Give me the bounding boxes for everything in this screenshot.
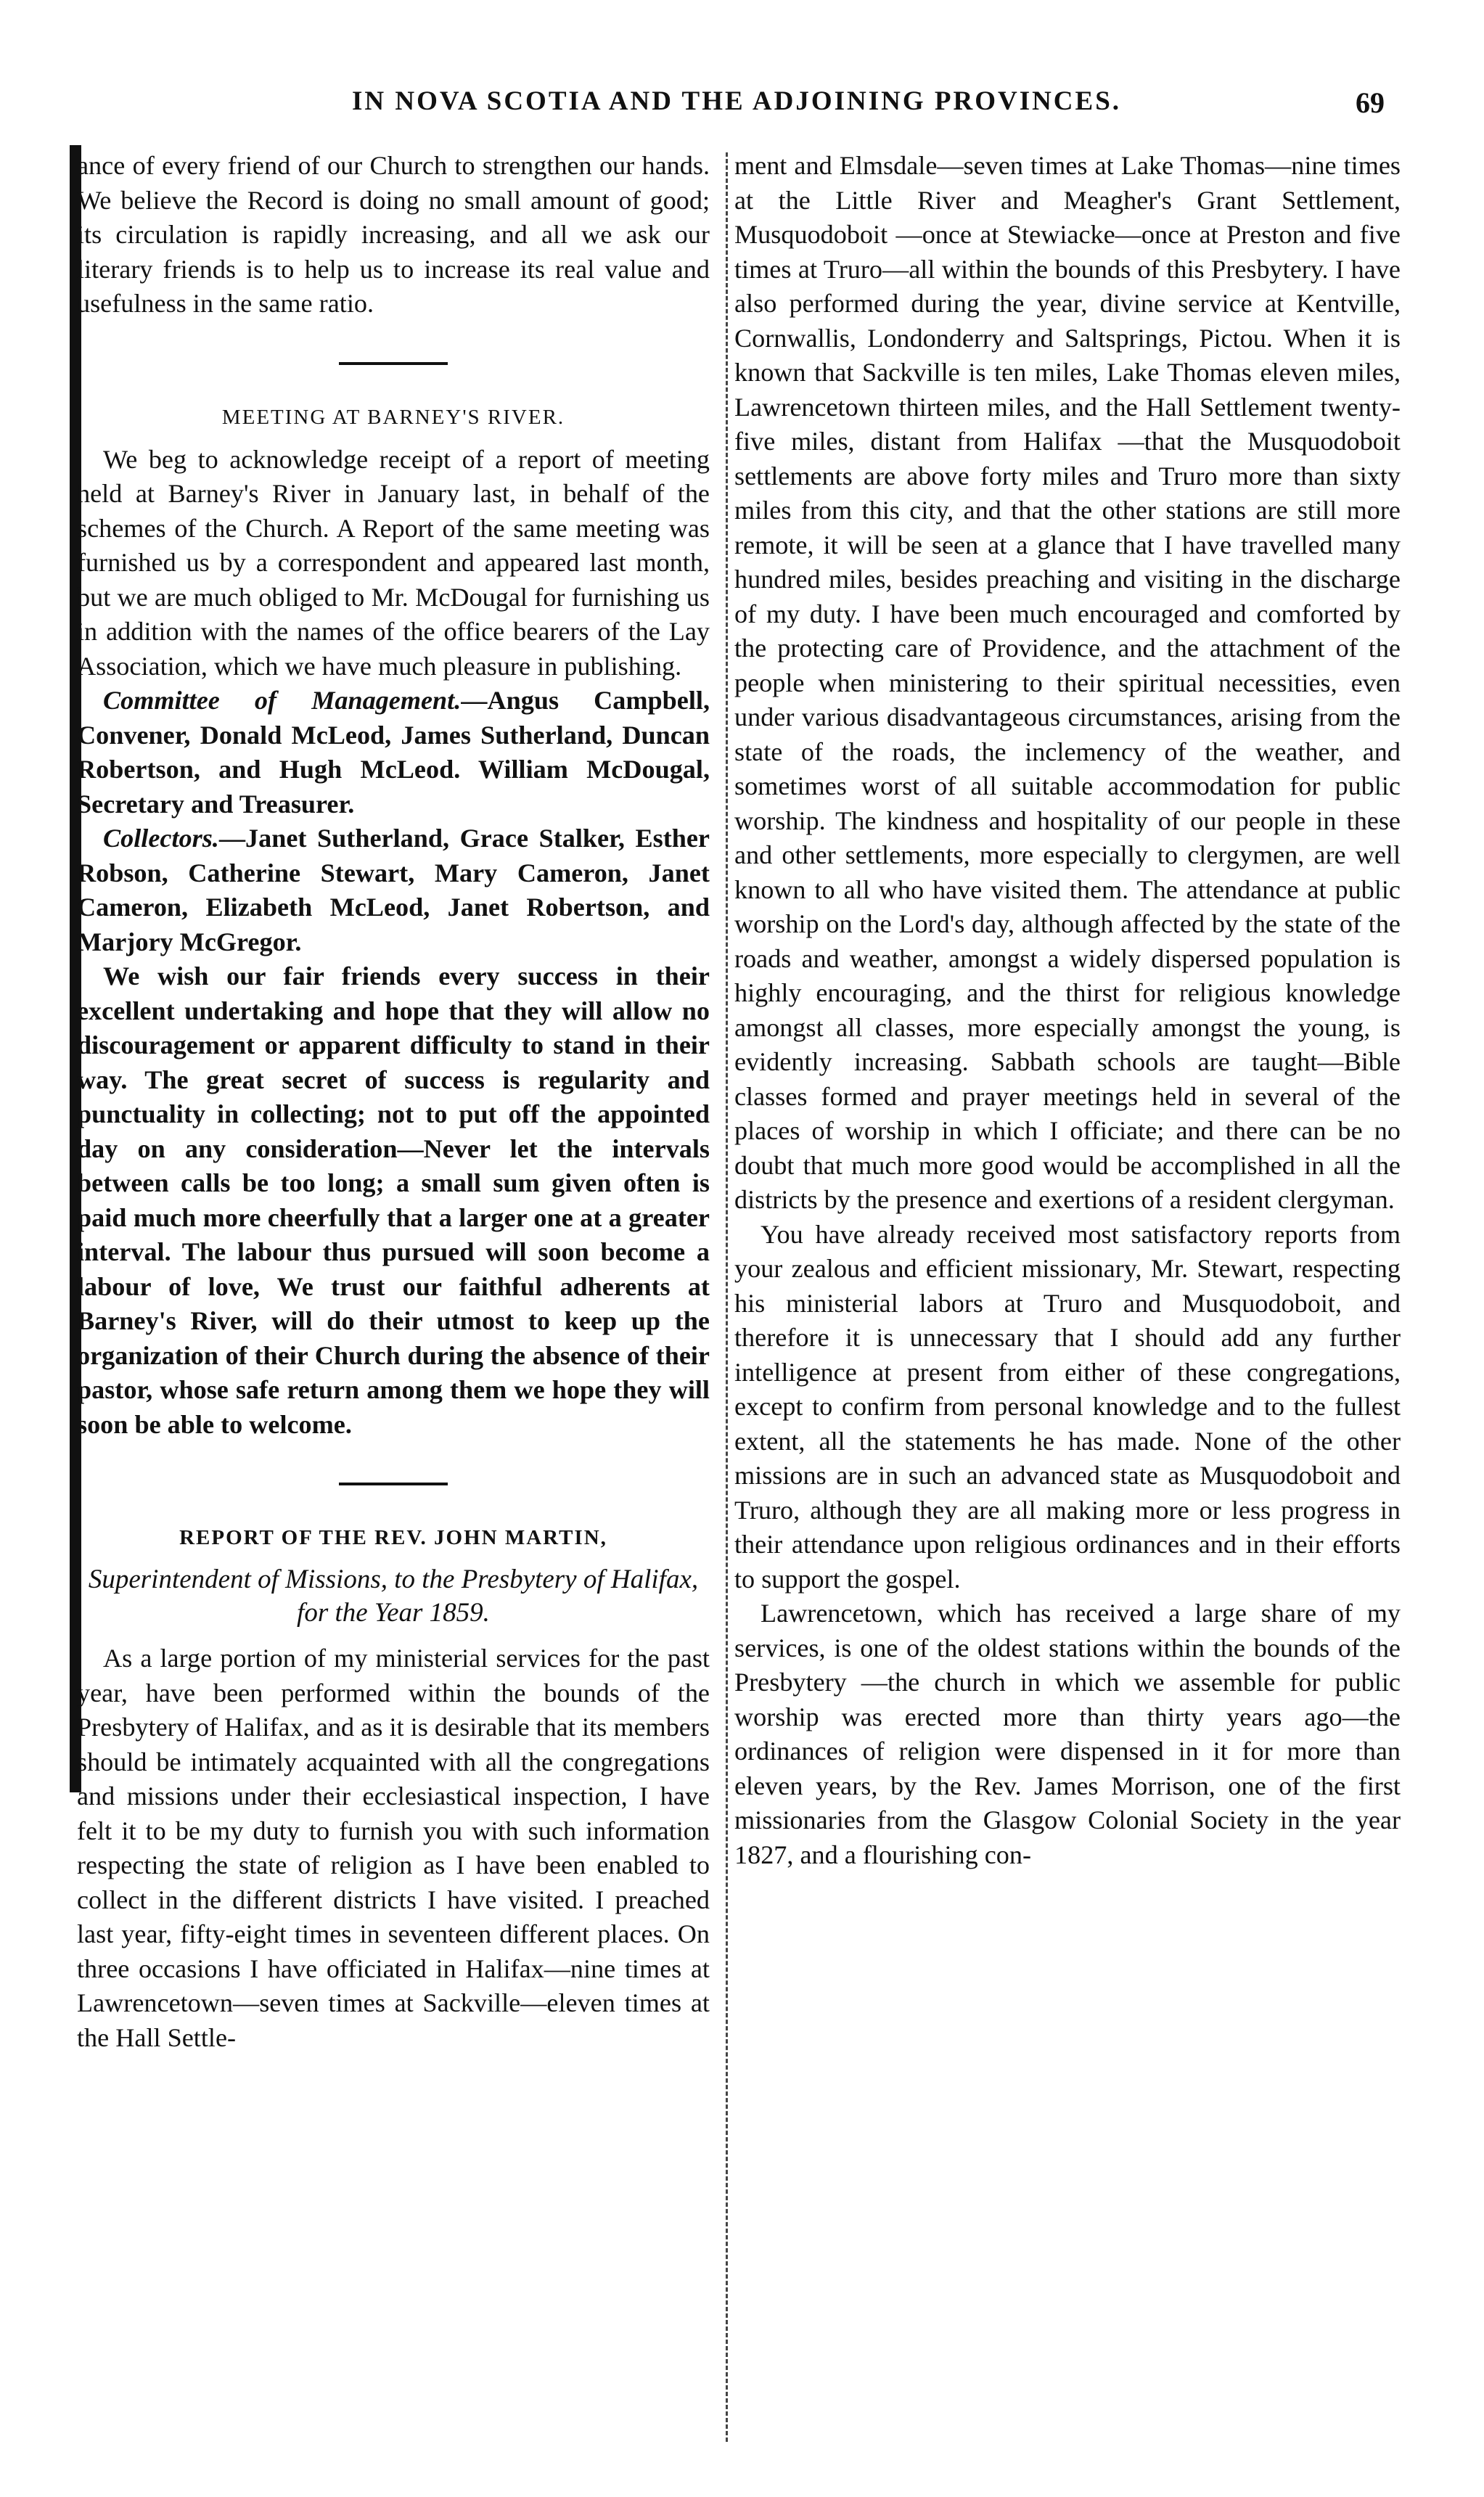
lawrencetown-paragraph: Lawrencetown, which has received a large share of my services, is one of the oldest stations within the bounds of the Presbytery —the church in which we assemble for public worship was erected more than thirty years ago—the ordinances of religion were dispensed in it for more than eleven years, by the Rev. James Morrison, one of the first missionaries from the Glasgow Colonial Society in the year 1827, and a flourishing con- [734,1599,1401,1869]
report-paragraph: As a large portion of my ministerial services for the past year, have been performed within the bounds of the Presbytery of Halifax, and as it is desirable that its members should be intimately acquainted with all the congregations and missions under their ecclesiastical inspection, I have felt it to be my duty to furnish you with such information respecting the state of religion as I have been enabled to collect in the different districts I have visited. I preached last year, fifty-eight times in seventeen different places. On three occasions I have officiated in Halifax—nine times at Lawrencetown—seven times at Sackville—eleven times at the Hall Settle- [77,1644,710,2052]
page-number: 69 [1356,86,1385,119]
column-divider [726,152,728,2442]
right-column [734,149,1401,1872]
committee-paragraph [77,684,710,821]
running-title: IN NOVA SCOTIA AND THE ADJOINING PROVINCES. [352,86,1122,116]
report-heading: REPORT OF THE REV. JOHN MARTIN, [179,1526,607,1549]
section-rule [339,1483,448,1485]
left-column [77,149,710,2055]
section-rule [339,362,448,365]
barneys-river-paragraph: We beg to acknowledge receipt of a report of meeting held at Barney's River in January last, in behalf of the schemes of the Church. A Report of the same meeting was furnished us by a correspondent and appeared last month, but we are much obliged to Mr. McDougal for furnishing us in addition with the names of the office bearers of the Lay Association, which we have much pleasure in publishing. [77,444,710,681]
barneys-river-heading: MEETING AT BARNEY'S RIVER. [221,405,565,429]
stewart-paragraph: You have already received most satisfactory reports from your zealous and efficient missionary, Mr. Stewart, respecting his ministerial labors at Truro and Musquodoboit, and therefore it is unnecessary that I should add any further intelligence at present from either of these congregations, except to confirm from personal knowledge and to the fullest extent, all the statements he has made. None of the other missions are in such an advanced state as Musquodoboit and Truro, although they are all making more or less progress in their attendance upon religious ordinances and in their efforts to support the gospel. [734,1219,1401,1594]
report-subtitle: Superintendent of Missions, to the Presbytery of Halifax, for the Year 1859. [88,1565,699,1628]
running-head [0,86,1484,129]
collectors-label: Collectors. [103,824,219,853]
collectors-members: —Janet Sutherland, Grace Stalker, Esther Robson, Catherine Stewart, Mary Cameron, Janet Cameron, Elizabeth McLeod, Janet Robertson, and Marjory McGregor. [77,824,710,956]
committee-members: —Angus Campbell, Convener, Donald McLeod, James Sutherland, Duncan Robertson, and Hugh McLeod. William McDougal, Secretary and Treasurer. [77,686,710,819]
opening-paragraph: ance of every friend of our Church to strengthen our hands. We believe the Record is doing no small amount of good; its circulation is rapidly increasing, and all we ask our literary friends is to help us to increase its real value and usefulness in the same ratio. [77,151,710,318]
collectors-paragraph [77,821,710,959]
wish-paragraph: We wish our fair friends every success in their excellent undertaking and hope that they will allow no discouragement or apparent difficulty to stand in their way. The great secret of success is regularity and punctuality in collecting; not to put off the appointed day on any consideration—Never let the intervals between calls be too long; a small sum given often is paid much more cheerfully that a larger one at a greater interval. The labour thus pursued will soon become a labour of love, We trust our faithful adherents at Barney's River, will do their utmost to keep up the organization of their Church during the absence of their pastor, whose safe return among them we hope they will soon be able to welcome. [77,962,710,1439]
committee-label: Committee of Management. [103,686,462,715]
report-continuation-paragraph: ment and Elmsdale—seven times at Lake Thomas—nine times at the Little River and Meagher's Grant Settlement, Musquodoboit —once at Stewiacke—once at Preston and five times at Truro—all within the bounds of this Presbytery. I have also performed during the year, divine service at Kentville, Cornwallis, Londonderry and Saltsprings, Pictou. When it is known that Sackville is ten miles, Lake Thomas eleven miles, Lawrencetown thirteen miles, and the Hall Settlement twenty-five miles, distant from Halifax —that the Musquodoboit settlements are above forty miles and Truro more than sixty miles from this city, and that the other stations are still more remote, it will be seen at a glance that I have travelled many hundred miles, besides preaching and visiting in the discharge of my duty. I have been much encouraged and comforted by the protecting care of Providence, and the attachment of the people when ministering to their spiritual necessities, even under various disadvantageous circumstances, arising from the state of the roads, the inclemency of the weather, and sometimes worst of all suitable accommodation for public worship. The kindness and hospitality of our people in these and other settlements, more especially to clergymen, are well known to all who have visited them. The attendance at public worship on the Lord's day, although affected by the state of the roads and weather, amongst a widely dispersed population is highly encouraging, and the thirst for religious knowledge amongst all classes, more especially amongst the young, is evidently increasing. Sabbath schools are taught—Bible classes formed and prayer meetings held in several of the places of worship in which I officiate; and there can be no doubt that much more good would be accomplished in all the districts by the presence and exertions of a resident clergyman. [734,151,1401,1214]
